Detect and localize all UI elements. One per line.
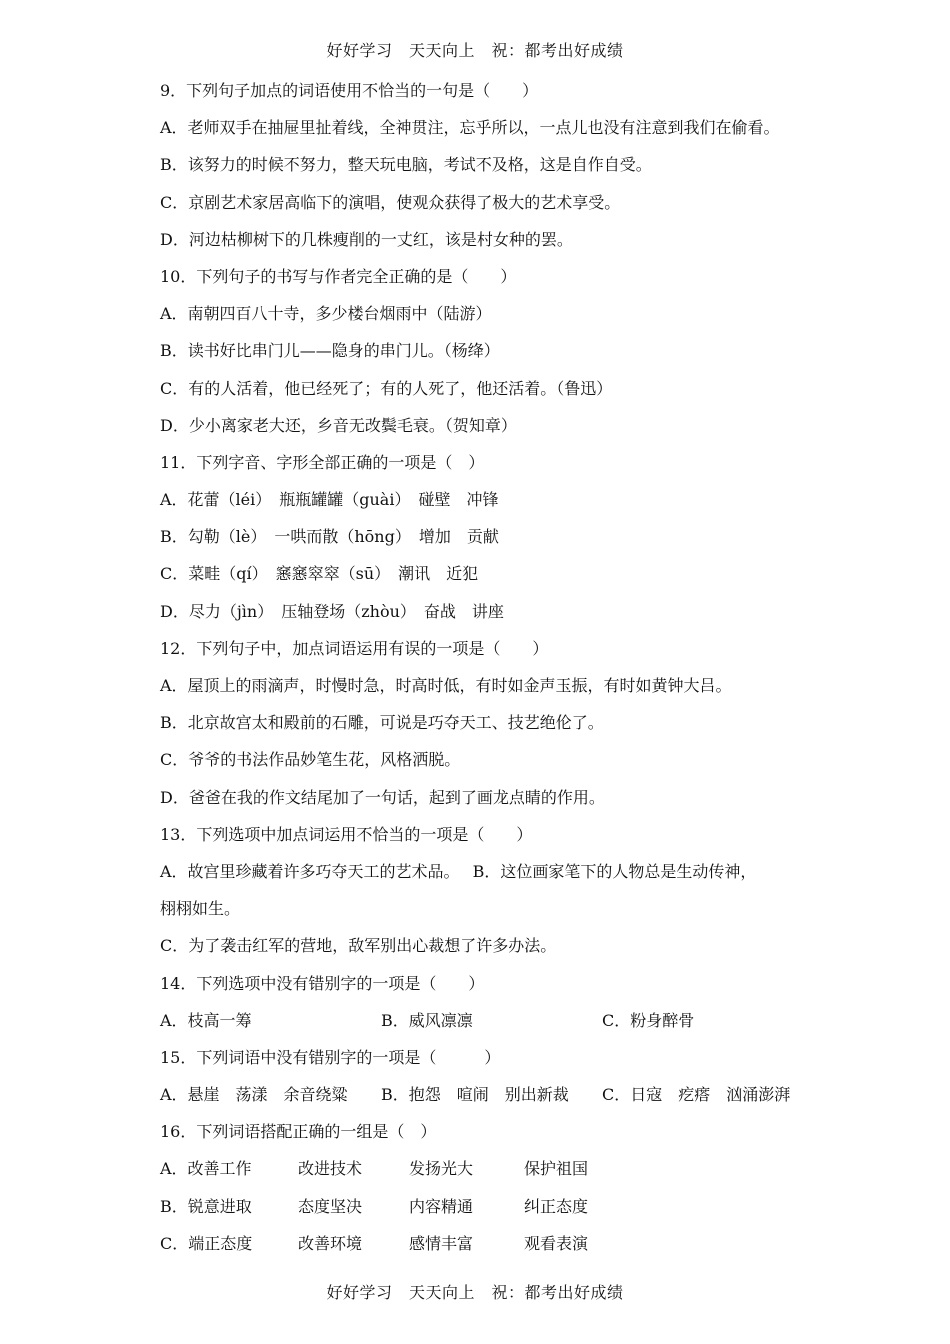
q12-option-c: C．爷爷的书法作品妙笔生花，风格洒脱。 bbox=[160, 750, 461, 770]
q15-stem: 15．下列词语中没有错别字的一项是（ ） bbox=[160, 1047, 501, 1067]
q9-stem: 9．下列句子加点的词语使用不恰当的一句是（ ） bbox=[160, 81, 539, 100]
q11-option-c: C．菜畦（qí） 窸窸窣窣（sū） 潮讯 近犯 bbox=[160, 564, 479, 584]
q11-option-b: B．勾勒（lè） 一哄而散（hōng） 增加 贡献 bbox=[160, 527, 499, 547]
q16-c-term-2: 改善环境 bbox=[298, 1233, 363, 1253]
q11-option-a: A．花蕾（léi） 瓶瓶罐罐（guài） 碰壁 冲锋 bbox=[160, 490, 499, 510]
q14-option-a: A．枝高一筹 bbox=[160, 1010, 252, 1030]
q16-a-term-4: 保护祖国 bbox=[524, 1159, 589, 1179]
q15-option-b: B．抱怨 喧闹 别出新裁 bbox=[381, 1085, 569, 1105]
q10-option-a: A．南朝四百八十寺，多少楼台烟雨中（陆游） bbox=[160, 304, 492, 324]
q14-option-c: C．粉身醉骨 bbox=[602, 1010, 695, 1030]
q12-stem: 12．下列句子中，加点词语运用有误的一项是（ ） bbox=[160, 638, 549, 658]
q13-option-b-continued: 栩栩如生。 bbox=[160, 899, 241, 919]
q11-option-d: D．尽力（jìn） 压轴登场（zhòu） 奋战 讲座 bbox=[160, 601, 504, 621]
q16-option-c bbox=[160, 1231, 800, 1268]
q12-option-d: D．爸爸在我的作文结尾加了一句话，起到了画龙点睛的作用。 bbox=[160, 787, 605, 807]
q10-stem: 10．下列句子的书写与作者完全正确的是（ ） bbox=[160, 266, 517, 286]
q16-stem: 16．下列词语搭配正确的一组是（ ） bbox=[160, 1122, 437, 1142]
q13-option-ab: A．故宫里珍藏着许多巧夺天工的艺术品。 B．这位画家笔下的人物总是生动传神， bbox=[160, 861, 757, 881]
q11-stem: 11．下列字音、字形全部正确的一项是（ ） bbox=[160, 452, 485, 472]
q13-option-c: C．为了袭击红军的营地，敌军别出心裁想了许多办法。 bbox=[160, 936, 557, 956]
q16-a-term-2: 改进技术 bbox=[298, 1159, 363, 1179]
q16-option-b bbox=[160, 1194, 800, 1231]
page-header: 好好学习 天天向上 祝：都考出好成绩 bbox=[326, 41, 624, 60]
q14-options bbox=[160, 1008, 800, 1045]
q16-a-term-3: 发扬光大 bbox=[409, 1159, 474, 1179]
q10-option-d: D．少小离家老大还，乡音无改鬓毛衰。（贺知章） bbox=[160, 415, 517, 435]
q13-stem: 13．下列选项中加点词运用不恰当的一项是（ ） bbox=[160, 824, 533, 844]
q14-option-b: B．威风凛凛 bbox=[381, 1010, 473, 1030]
q16-option-a bbox=[160, 1156, 800, 1193]
q16-c-term-3: 感情丰富 bbox=[409, 1233, 474, 1253]
q16-a-term-1: A．改善工作 bbox=[160, 1159, 252, 1179]
q9-option-c: C．京剧艺术家居高临下的演唱，使观众获得了极大的艺术享受。 bbox=[160, 192, 621, 212]
q16-b-term-3: 内容精通 bbox=[409, 1196, 474, 1216]
question-list bbox=[160, 78, 800, 1268]
q10-option-c: C．有的人活着，他已经死了；有的人死了，他还活着。（鲁迅） bbox=[160, 378, 613, 398]
page-footer: 好好学习 天天向上 祝：都考出好成绩 bbox=[326, 1283, 624, 1302]
q16-b-term-4: 纠正态度 bbox=[524, 1196, 589, 1216]
q16-b-term-2: 态度坚决 bbox=[298, 1196, 363, 1216]
q12-option-a: A．屋顶上的雨滴声，时慢时急，时高时低，有时如金声玉振，有时如黄钟大吕。 bbox=[160, 676, 732, 695]
q16-c-term-4: 观看表演 bbox=[524, 1233, 589, 1253]
q10-option-b: B．读书好比串门儿——隐身的串门儿。（杨绛） bbox=[160, 341, 500, 361]
q16-b-term-1: B．锐意进取 bbox=[160, 1196, 252, 1216]
q16-c-term-1: C．端正态度 bbox=[160, 1233, 253, 1253]
q15-option-c: C．日寇 疙瘩 汹涌澎湃 bbox=[602, 1085, 791, 1105]
q9-option-d: D．河边枯柳树下的几株瘦削的一丈红，该是村女种的罢。 bbox=[160, 229, 573, 249]
q14-stem: 14．下列选项中没有错别字的一项是（ ） bbox=[160, 973, 485, 993]
q15-option-a: A．悬崖 荡漾 余音绕粱 bbox=[160, 1085, 348, 1105]
q15-options bbox=[160, 1082, 800, 1119]
q9-option-b: B．该努力的时候不努力，整天玩电脑，考试不及格，这是自作自受。 bbox=[160, 155, 652, 175]
q9-option-a: A．老师双手在抽屉里扯着线，全神贯注，忘乎所以，一点儿也没有注意到我们在偷看。 bbox=[160, 118, 780, 138]
q12-option-b: B．北京故宫太和殿前的石雕，可说是巧夺天工、技艺绝伦了。 bbox=[160, 713, 604, 733]
